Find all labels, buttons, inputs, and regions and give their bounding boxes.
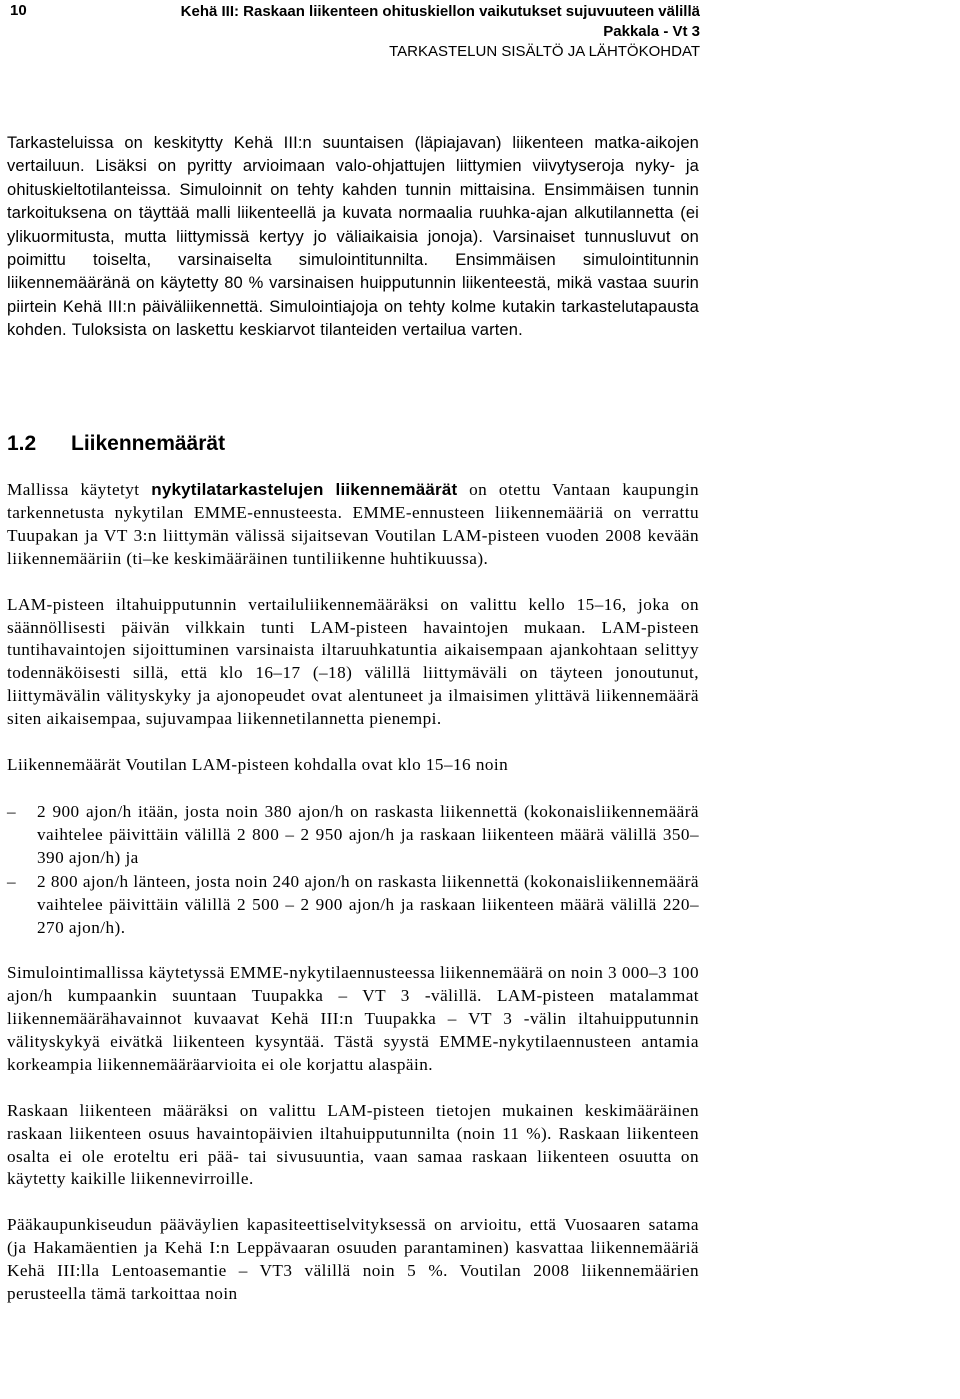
paragraph-sources-bold: nykytilatarkastelujen liikennemäärät <box>151 480 458 499</box>
intro-section <box>7 132 699 343</box>
section-title: Liikennemäärät <box>71 432 226 455</box>
paragraph-capital-region: Pääkaupunkiseudun pääväylien kapasiteettiselvityksessä on arvioitu, että Vuosaaren satama (ja Hakamäentien ja Kehä I:n Leppävaaran osuuden parantaminen) kasvattaa liikennemääriä Kehä III:lla Lentoasemantie – VT3 välillä noin 5 %. Voutilan 2008 liikennemäärien perusteella tämä tarkoittaa noin <box>7 1215 699 1304</box>
page-header <box>0 0 960 72</box>
report-title: Kehä III: Raskaan liikenteen ohituskiellon vaikutukset sujuvuuteen välillä <box>180 3 700 20</box>
section-body <box>7 479 699 1329</box>
paragraph-lam: LAM-pisteen iltahuipputunnin vertailuliikennemääräksi on valittu kello 15–16, joka on säännöllisesti päivän vilkkain tunti LAM-pisteen havaintojen mukaan. LAM-pisteen tuntihavaintojen sijoittuminen varsinaista iltaruuhkatuntia aikaisempaan ajankohtaan selittyy todennäköisesti sillä, että klo 16–17 (–18) välillä liittymäväli on täyteen jonoutunut, liittymävälin välityskyky ja ajonopeudet ovat alentuneet ja ilmaisimen ylittävä liikennemäärä siten aikaisempaa, sujuvampaa liikennetilannetta pienempi. <box>7 594 699 729</box>
paragraph-heavy-traffic: Raskaan liikenteen määräksi on valittu LAM-pisteen tietojen mukainen keskimääräinen raskaan liikenteen osuus havaintopäivien iltahuipputunnilta (noin 11 %). Raskaan liikenteen osalta ei ole eroteltu eri pää- tai sivusuuntia, vaan samaa raskaan liikenteen osuutta on käytetty kaikille liikennevirroille. <box>7 1100 699 1189</box>
list-item <box>7 800 699 870</box>
paragraph-voutila-intro: Liikennemäärät Voutilan LAM-pisteen kohdalla ovat klo 15–16 noin <box>7 755 509 775</box>
list-item-text: 2 900 ajon/h itään, josta noin 380 ajon/h on raskasta liikennettä (kokonaisliikennemäärä vaihtelee päivittäin välillä 2 800 – 2 950 ajon/h ja raskaan liikenteen määrä välillä 350–390 ajon/h) ja <box>37 801 699 868</box>
list-dash: – <box>7 801 17 821</box>
paragraph-sources-start: Mallissa käytetyt <box>7 480 152 499</box>
paragraph-simulation: Simulointimallissa käytetyssä EMME-nykytilaennusteessa liikennemäärä on noin 3 000–3 100 ajon/h kumpaankin suuntaan Tuupakka – VT 3 -välillä. LAM-pisteen matalammat liikennemäärähavainnot kuvaavat Kehä III:n Tuupakka – VT 3 -välin iltahuipputunnin välityskykyä eivätkä liikenteen kysyntää. Tästä syystä EMME-nykytilaennusteen antamia korkeampia liikennemääräarvioita ei ole korjattu alaspäin. <box>7 963 699 1074</box>
list-item-text: 2 800 ajon/h länteen, josta noin 240 ajon/h on raskasta liikennettä (kokonaisliikennemäärä vaihtelee päivittäin välillä 2 500 – 2 900 ajon/h ja raskaan liikenteen määrä välillä 220–270 ajon/h). <box>37 871 699 937</box>
chapter-title: TARKASTELUN SISÄLTÖ JA LÄHTÖKOHDAT <box>389 43 700 60</box>
section-number: 1.2 <box>7 432 37 455</box>
traffic-volume-list <box>7 800 699 939</box>
paragraph-sources <box>7 479 699 571</box>
list-dash: – <box>7 871 17 891</box>
list-item <box>7 870 699 940</box>
report-subtitle: Pakkala - Vt 3 <box>603 23 700 40</box>
running-header <box>181 2 700 62</box>
page-number: 10 <box>10 2 27 19</box>
intro-paragraph: Tarkasteluissa on keskitytty Kehä III:n suuntaisen (läpiajavan) liikenteen matka-aikojen vertailuun. Lisäksi on pyritty arvioimaan valo-ohjattujen liittymien viivytyseroja nyky- ja ohituskieltotilanteissa. Simuloinnit on tehty kahden tunnin mittaisina. Ensimmäisen tunnin tarkoituksena on täyttää malli liikenteellä ja kuvata normaalia ruuhka-ajan alkutilannetta (ei ylikuormitusta, mutta liittymissä kertyy jo väliaikaisia jonoja). Varsinaiset tunnusluvut on poimittu toiselta, varsinaiselta simulointitunnilta. Ensimmäisen simulointitunnin liikennemääränä on käytetty 80 % varsinaisen huipputunnin liikenteestä, mikä vastaa suurin piirtein Kehä III:n päiväliikennettä. Simulointiajoja on tehty kolme kutakin tarkastelutapausta kohden. Tuloksista on laskettu keskiarvot tilanteiden vertailua varten. <box>7 134 699 340</box>
paragraph-sources-end: on otettu Vantaan kaupungin tarkennetusta nykytilan EMME-ennusteesta. EMME-ennusteen liikennemääriä on verrattu Tuupakan ja VT 3:n liittymän välissä sijaitsevan Voutilan LAM-pisteen vuoden 2008 kevään liikennemääriin (ti–ke keskimääräinen tuntiliikenne huhtikuussa). <box>7 480 699 568</box>
section-heading <box>7 432 225 456</box>
